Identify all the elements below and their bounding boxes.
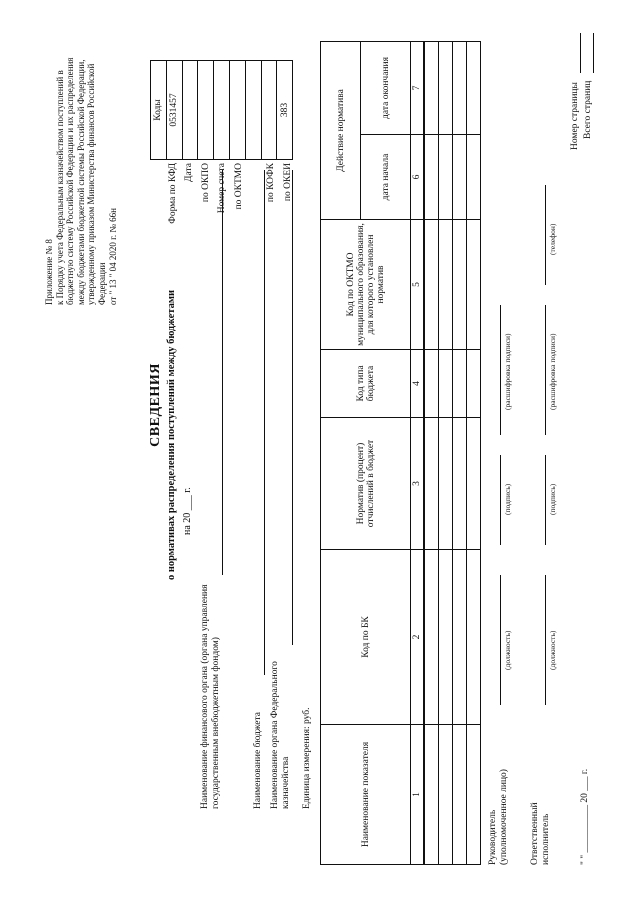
fill-line-fin-org [222, 170, 223, 575]
label-total-pages: Всего страниц [583, 80, 593, 139]
column-numbers-row [411, 41, 425, 864]
code-label-oktmo: по ОКТМО [233, 163, 244, 210]
col-header-budget-type: Код типа бюджета [321, 350, 411, 418]
code-cell-oktmo [229, 61, 245, 160]
label-treasury: Наименование органа Федерального казначейства [270, 661, 291, 809]
sig-line-head-decode [500, 305, 501, 435]
fill-line-budget [264, 170, 265, 675]
document-title: СВЕДЕНИЯ [148, 363, 163, 447]
caption-decode: (расшифровка подписи) [503, 333, 512, 410]
caption-signature: (подпись) [548, 483, 557, 515]
code-cell-kofk [261, 61, 277, 160]
label-head: Руководитель (уполномоченное лицо) [488, 769, 509, 865]
sig-line-head-position [500, 575, 501, 705]
col-number: 5 [411, 220, 425, 350]
col-number: 6 [411, 135, 425, 220]
fill-line-treasury [292, 170, 293, 645]
norms-table [320, 41, 481, 865]
caption-position: (должность) [503, 630, 512, 670]
caption-signature: (подпись) [503, 483, 512, 515]
appendix-note [44, 50, 118, 305]
code-label-account: Номер счета [217, 163, 228, 214]
appendix-date-line: от " 13 " 04 2020 г. № 66н [107, 208, 118, 305]
col-header-norm: Норматив (процент) отчислений в бюджет [321, 418, 411, 550]
code-label-blank [247, 163, 263, 305]
table-row [467, 41, 481, 864]
signature-date: " " __________ 20 ___ г. [580, 768, 590, 865]
col-header-kbk: Код по БК [321, 550, 411, 725]
code-label-kofk: по КОФК [266, 163, 277, 203]
col-number: 4 [411, 350, 425, 418]
label-fin-org: Наименование финансового органа (органа управления государственным внебюджетным фондом) [200, 584, 221, 809]
col-number: 3 [411, 418, 425, 550]
caption-position: (должность) [548, 630, 557, 670]
label-budget: Наименование бюджета [253, 712, 263, 809]
code-labels [165, 163, 296, 305]
col-header-end: дата окончания [361, 41, 411, 134]
code-cell-date [182, 61, 198, 160]
col-header-oktmo: Код по ОКТМО муниципального образования, для которого установлен норматив [321, 220, 411, 350]
appendix-text: Приложение № 8 к Порядку учета Федеральным казначейством поступлений в бюджетную систему Российской Федерации и их распределения между бюджетами бюджетной системы Российской Федерации, утвержденному приказом Министерства финансов Российской Федерации [44, 57, 107, 305]
sig-line-exec-position [545, 575, 546, 705]
caption-phone: (телефон) [548, 223, 557, 255]
code-label-okpo: по ОКПО [200, 163, 211, 203]
year-line: на 20 ___ г. [182, 487, 193, 535]
code-cell-kfd: 0531457 [166, 61, 182, 160]
code-label-okei: по ОКЕИ [282, 163, 293, 202]
document-subtitle: о нормативах распределения поступлений между бюджетами [166, 289, 177, 581]
code-label-date: Дата [184, 163, 195, 182]
total-pages-line [593, 33, 594, 73]
sig-line-exec-phone [545, 185, 546, 285]
table-row [424, 41, 439, 864]
code-cell-okei: 383 [277, 61, 293, 160]
col-number: 1 [411, 725, 425, 865]
label-page-number: Номер страницы [570, 82, 580, 150]
sig-line-exec-signature [545, 455, 546, 545]
table-row [439, 41, 453, 864]
label-executor: Ответственный исполнитель [530, 802, 551, 865]
col-number: 2 [411, 550, 425, 725]
caption-decode: (расшифровка подписи) [548, 333, 557, 410]
table-row [453, 41, 467, 864]
sig-line-exec-decode [545, 305, 546, 435]
code-cell-blank [245, 61, 261, 160]
page-number-line [580, 33, 581, 73]
sig-line-head-signature [500, 455, 501, 545]
code-cell-account [214, 61, 230, 160]
col-header-name: Наименование показателя [321, 725, 411, 865]
code-cell-okpo [198, 61, 214, 160]
codes-header: Коды [151, 61, 167, 160]
label-unit: Единица измерения: руб. [302, 707, 312, 809]
col-number: 7 [411, 41, 425, 134]
code-label-kfd: Форма по КФД [168, 163, 178, 224]
col-header-start: дата начала [361, 135, 411, 220]
col-header-action: Действие норматива [321, 41, 361, 219]
